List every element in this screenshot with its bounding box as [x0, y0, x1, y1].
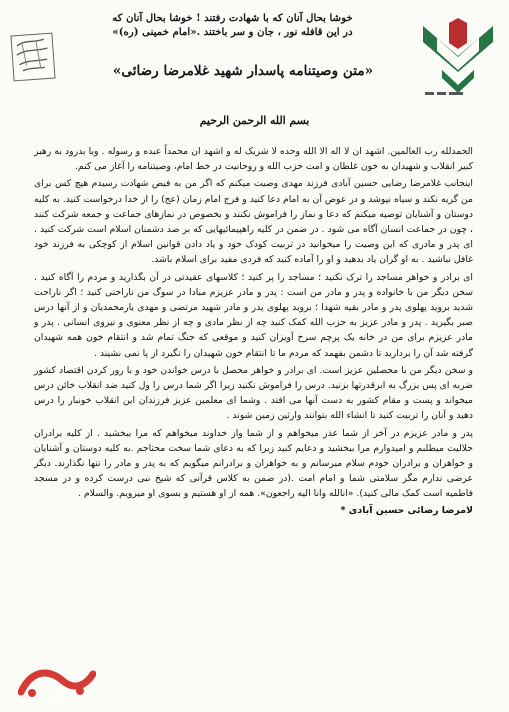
- paragraph-5: پدر و مادر عزیزم در آخر از شما عذر میخواهم و از شما واز خداوند میخواهم که مرا ببخشید . از کلیه برادران حلالیت میطلبم و امیدوارم مرا ببخشید و دعایم کنید زیرا که به دعای شما سخت محتاجم .به کلیه دوستان و آشنایان و خواهران و برادران خودم سلام میرسانم و به خواهران و برادرانم میگویم که به پدر و مادر را تنها نگذارند. دیگر عرضی ندارم مگر سلامتی شما و امام امت .(در ضمن به کلاس قرآنی که شیخ نبی درست کرده و در مسجد فاطمیه است کمک مالی کنید). «انالله وانا الیه راجعون». همه از او هستیم و بسوی او میرویم. والسلام .: [34, 427, 473, 500]
- top-quote-line-2: در این قافله نور ، جان و سر باختند .«امام خمینی (ره)»: [112, 26, 353, 38]
- corner-watermark-text: نوید: [43, 686, 67, 702]
- will-text-content: [34, 144, 473, 518]
- paragraph-3: ای برادر و خواهر مساجد را ترک نکنید ؛ مساجد را پر کنید ؛ کلاسهای عقیدتی در آن بگذارید و مردم را آگاه کنید . سخن دیگر من با خانواده و پدر و مادر من است : پدر و مادر عزیزم مبادا در سوگ من ناراحتی کنید ؛ اگر ناراحت شدید بروید پهلوی پدر و مادر بقیه شهدا ؛ بروید پهلوی پدر و مادر شهید مرتضی و مهدی یارمحمدیان و از آنها درس صبر بگیرید . پدر و مادر عزیز به حزب الله کمک کنید چه از نظر مادی و چه از نظر معنوی و نیروی انسانی . پدر و مادر عزیزم برای من در خانه یک پرچم سرخ آویزان کنید و موقعی که جنگ تمام شد و انتقام خون همه شهیدان گرفته شد آن را بردارید تا دشمن بفهمد که مردم ما تا انتقام خون شهیدان را نگیرد از پا نمی نشیند .: [34, 271, 473, 359]
- document-header: [0, 0, 509, 92]
- document-title: «متن وصیتنامه پاسدار شهید غلامرضا رضائی»: [112, 63, 374, 79]
- paragraph-4: و سخن دیگر من با محصلین عزیز است. ای برادر و خواهر محصل با درس خواندن خود و با رور کردن اقتصاد کشور ضربه ای پس بزرگ به ابرقدرتها بزنید. درس را فراموش نکنید زیرا اگر شما درس را ول کنید ضد انقلاب خائن درس میخواند و پست و مقام کشور به دست آنها می افتد . وشما ای معلمین عزیز فرزندان این انقلاب خونبار را درس دهید و آنان را تربیت کنید تا انشاء الله بتوانند وارثین زمین شوند .: [34, 364, 473, 422]
- corner-watermark: [18, 664, 96, 703]
- basmala: بسم الله الرحمن الرحیم: [199, 114, 310, 127]
- archive-stamp-icon: [10, 33, 55, 82]
- top-quote-line-1: خوشا بحال آنان که با شهادت رفتند ! خوشا بحال آنان که: [112, 12, 353, 24]
- signature: لامرضا رضائی حسین آبادی *: [340, 504, 473, 516]
- paragraph-2: اینجانب غلامرضا رضایی حسین آبادی فرزند مهدی وصیت میکنم که اگر من به فیض شهادت رسیدم هیچ کس برای من گریه نکند و سیاه نپوشد و در عوض آن به امام دعا کنید و فرج امام زمان (عج) را از خدا درخواست کنید. به کلیه دوستان و آشنایان توصیه میکنم که دعا و نماز را فراموش نکنند و بخصوص در نمازهای جماعت و جمعه شرکت کنند ، چون در جماعت انسان آگاه می شود . در ضمن در کلیه راهپیمائیهایی که بر ضد دشمنان اسلام است شرکت کنید . ای پدر و مادری که این وصیت را میخوانید در تربیت کودک خود و یاد دادن قوانین اسلام از کوچکی به فرزند خود غافل نباشید . به او گران یاد بدهید و او را آماده کنید که فردی مفید برای اسلام باشد.: [34, 178, 473, 266]
- martyr-foundation-logo-icon: [420, 18, 498, 100]
- paragraph-1: الحمدلله رب العالمین. اشهد ان لا اله الا الله وحده لا شریک له و اشهد ان محمداً عبده و رسوله . وبا بدرود به رهبر کبیر انقلاب و شهیدان به خون غلطان و امت حزب الله و روحانیت در خط امام، وصیتنامه را آغاز می کنم.: [34, 146, 473, 173]
